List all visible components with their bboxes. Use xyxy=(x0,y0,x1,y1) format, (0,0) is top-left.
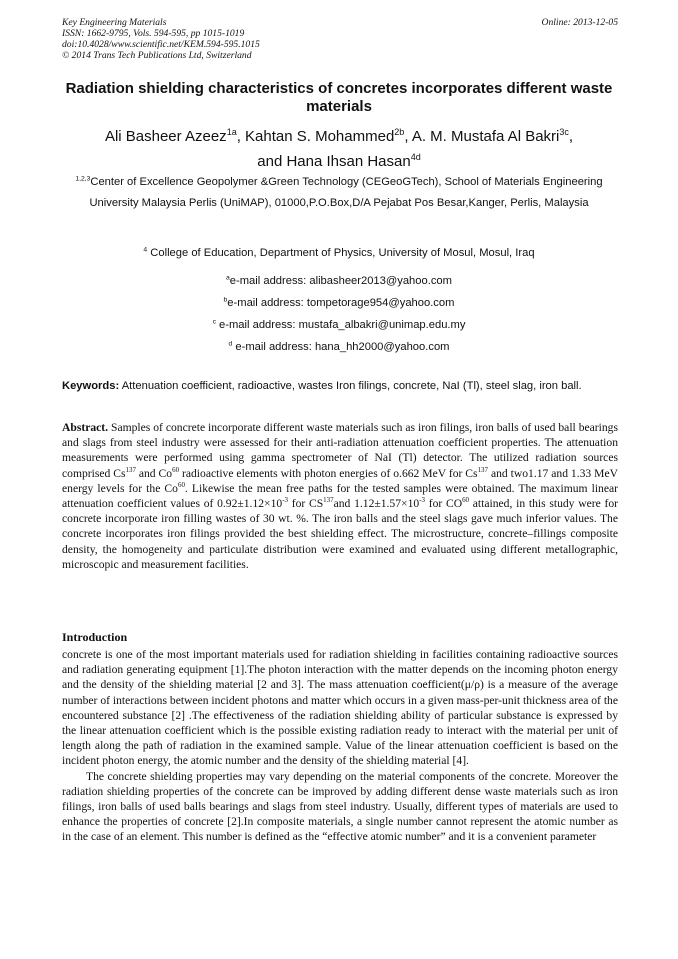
abstract-text-6: for CS xyxy=(287,497,324,511)
email-c-marker: c xyxy=(212,318,216,326)
abstract-text-1: Samples of concrete incorporate different waste materials such as iron filings, iron balls of used ball bearings and slags from steel industry were assessed for their anti-radiation attenuation coefficient properties. The attenuation measurements were performed using gamma spectrometer of NaI (Tl) detector. The utilized radiation sources comprised Cs xyxy=(62,421,618,480)
online-date: Online: 2013-12-05 xyxy=(541,17,618,28)
abstract-text-5: . Likewise the mean free paths for the tested samples were obtained. The maximum linear attenuation coefficient values of 0.92±1.12×10 xyxy=(62,481,619,511)
introduction-heading: Introduction xyxy=(62,630,128,644)
keywords xyxy=(62,379,618,394)
copyright-line: © 2014 Trans Tech Publications Ltd, Switzerland xyxy=(62,50,252,61)
introduction-body xyxy=(62,647,618,845)
author-line-comma: , xyxy=(568,128,574,145)
email-a-marker: a xyxy=(226,274,230,282)
author-1-marker: 1a xyxy=(226,127,237,137)
affiliation-2-marker: 4 xyxy=(143,246,148,254)
author-1: Ali Basheer Azeez xyxy=(104,128,227,145)
journal-name: Key Engineering Materials xyxy=(62,17,167,28)
paper-title: Radiation shielding characteristics of concretes incorporates different waste materials xyxy=(65,80,613,115)
abstract-sup-5: -3 xyxy=(282,496,288,505)
abstract-sup-6: 137 xyxy=(323,496,334,505)
author-4-marker: 4d xyxy=(410,152,421,162)
abstract-sup-2: 60 xyxy=(172,465,180,474)
author-2-marker: 2b xyxy=(394,127,405,137)
abstract-text-3: radioactive elements with photon energies of o.662 MeV for Cs xyxy=(179,466,478,480)
abstract-label: Abstract. xyxy=(62,421,109,434)
author-3-marker: 3c xyxy=(559,127,569,137)
email-d-text: e-mail address: hana_hh2000@yahoo.com xyxy=(232,341,450,353)
introduction-paragraph-2: The concrete shielding properties may vary depending on the material components of the concrete. Moreover the radiation shielding properties of the concrete can be improved by adding different dense waste materials such as iron filings, iron balls of used balls bearings and slags from steel industry. Usually, different types of materials are used to enhance the properties of concrete [2].In composite materials, a single number cannot represent the atomic number as in the case of an element. This number is defined as the “effective atomic number” and it is a convenient parameter xyxy=(62,769,618,844)
email-b-text: e-mail address: tompetorage954@yahoo.com xyxy=(227,297,455,309)
author-list xyxy=(60,124,618,174)
email-a-text: e-mail address: alibasheer2013@yahoo.com xyxy=(229,275,452,287)
affiliation-1 xyxy=(60,172,618,214)
author-3: , A. M. Mustafa Al Bakri xyxy=(404,128,560,145)
affiliation-2-text: College of Education, Department of Physics, University of Mosul, Mosul, Iraq xyxy=(147,247,535,259)
author-line-1 xyxy=(60,124,618,149)
affiliation-2 xyxy=(60,243,618,264)
email-list xyxy=(60,270,618,358)
abstract-text-9: attained, in this study were for concrete incorporate iron filling wastes of 30 wt. %. The iron balls and the steel slags gave much inferior values. The concrete incorporates iron filings provided the best shielding effect. The microstructure, concrete–fillings composite density, the homogeneity and particulate distribution were examined and evaluated using different metallographic, microscopic and measurement facilities. xyxy=(62,497,619,571)
abstract-text-8: for CO xyxy=(424,497,463,511)
email-c-text: e-mail address: mustafa_albakri@unimap.edu.my xyxy=(215,319,466,331)
abstract xyxy=(62,420,618,572)
email-d-marker: d xyxy=(228,340,233,348)
email-d xyxy=(60,336,618,358)
abstract-sup-3: 137 xyxy=(477,465,488,474)
email-b-marker: b xyxy=(223,296,228,304)
email-b xyxy=(60,292,618,314)
affiliation-1-text: Center of Excellence Geopolymer &Green Technology (CEGeoGTech), School of Materials Engineering University Malaysia Perlis (UniMAP), 01000,P.O.Box,D/A Pejabat Pos Besar,Kanger, Perlis, Malaysia xyxy=(89,176,603,209)
author-4: and Hana Ihsan Hasan xyxy=(257,153,411,170)
abstract-sup-8: 60 xyxy=(462,496,470,505)
email-a xyxy=(60,270,618,292)
issn-line: ISSN: 1662-9795, Vols. 594-595, pp 1015-1019 xyxy=(62,28,245,39)
abstract-sup-7: -3 xyxy=(419,496,425,505)
keywords-label: Keywords: xyxy=(62,380,120,392)
introduction-paragraph-1: concrete is one of the most important materials used for radiation shielding in facilities containing radioactive sources and radiation generating equipment [1].The photon interaction with the matter depends on the incoming photon energy and the density of the shielding material [2 and 3]. The mass attenuation coefficient(μ/ρ) is a measure of the average number of interactions between incident photons and matter which occurs in a given mass-per-unit thickness area of the encountered substance [2] .The effectiveness of the radiation shielding ability of particular substance is expressed by the linear attenuation coefficient which is the possible existing radiation ready to interact with the material per unit of length along the path of radiation in the examined sample. Value of the linear attenuation coefficient is based on the incident photon energy, the atomic number and the density of the shielding material [4]. xyxy=(62,648,618,768)
abstract-sup-4: 60 xyxy=(177,480,185,489)
abstract-sup-1: 137 xyxy=(125,465,136,474)
doi-line: doi:10.4028/www.scientific.net/KEM.594-595.1015 xyxy=(62,39,260,50)
keywords-text: Attenuation coefficient, radioactive, wastes Iron filings, concrete, NaI (Tl), steel slag, iron ball. xyxy=(119,380,582,392)
journal-header xyxy=(62,17,618,61)
email-c xyxy=(60,314,618,336)
abstract-text-2: and Co xyxy=(135,466,173,480)
author-2: , Kahtan S. Mohammed xyxy=(236,128,395,145)
author-line-2 xyxy=(60,149,618,174)
abstract-text-7: and 1.12±1.57×10 xyxy=(333,497,420,511)
abstract-text-4: and two1.17 and 1.33 MeV energy levels for the Co xyxy=(62,466,618,495)
affiliation-1-marker: 1,2,3 xyxy=(75,175,91,183)
